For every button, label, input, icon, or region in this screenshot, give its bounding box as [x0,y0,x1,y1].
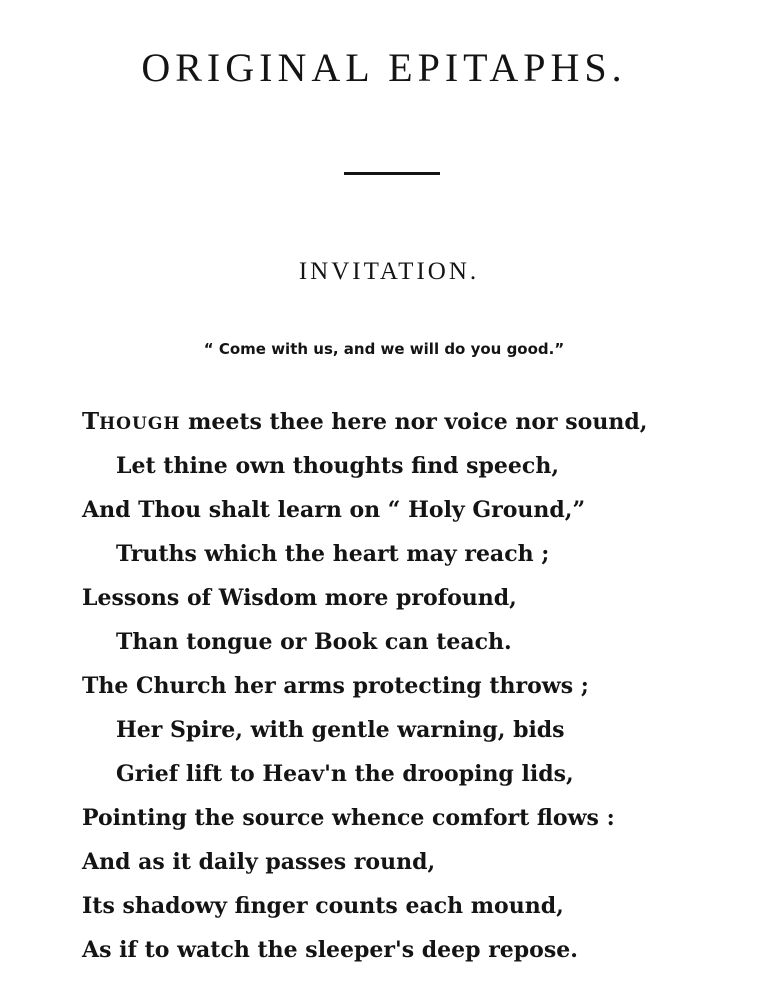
poem-line-7: The Church her arms protecting throws ; [82,673,589,699]
poem-body [82,400,742,972]
poem-line-3: And Thou shalt learn on “ Holy Ground,” [82,497,586,523]
poem-line-11: And as it daily passes round, [82,849,436,875]
title-divider [344,172,440,175]
page-title: ORIGINAL EPITAPHS. [141,45,627,90]
poem-line-1-text: meets thee here nor voice nor sound, [180,409,648,435]
poem-line-12: Its shadowy finger counts each mound, [82,893,564,919]
poem-line-4: Truths which the heart may reach ; [116,541,550,567]
poem-line-13: As if to watch the sleeper's deep repose. [82,937,578,963]
small-caps-rest: HOUGH [99,414,181,434]
poem-line-5: Lessons of Wisdom more profound, [82,585,517,611]
small-caps-initial: T [82,408,100,435]
poem-line-9: Grief lift to Heav'n the drooping lids, [116,761,574,787]
poem-line-2: Let thine own thoughts find speech, [116,453,559,479]
poem-line-6: Than tongue or Book can teach. [116,629,512,655]
poem-line-8: Her Spire, with gentle warning, bids [116,717,565,743]
poem-line-10: Pointing the source whence comfort flows : [82,805,615,831]
poem-title: INVITATION. [298,258,480,285]
poem-line-1 [82,400,742,444]
poem-epigraph: “ Come with us, and we will do you good.” [203,340,565,358]
